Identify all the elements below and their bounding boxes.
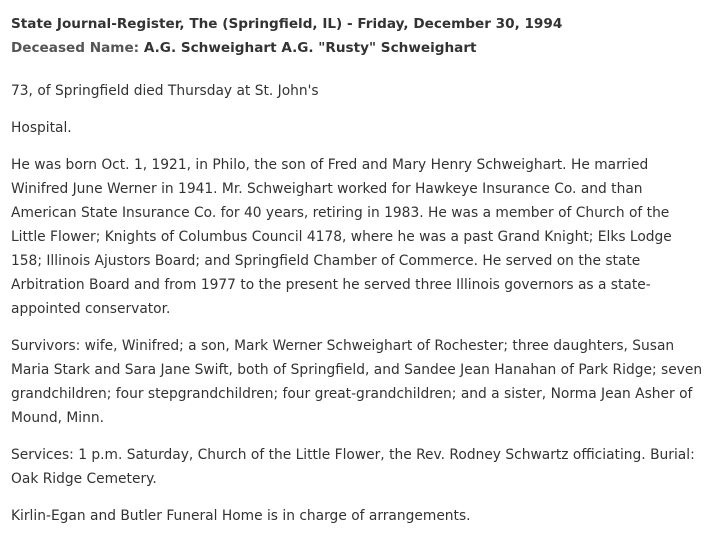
deceased-name-label: Deceased Name: [11,40,140,56]
obituary-paragraph: Services: 1 p.m. Saturday, Church of the Little Flower, the Rev. Rodney Schwartz officiating. Burial: Oak Ridge Cemetery. [11,447,695,487]
obituary-paragraph: Survivors: wife, Winifred; a son, Mark Werner Schweighart of Rochester; three daughters, Susan Maria Stark and Sara Jane Swift, both of Springfield, and Sandee Jean Hanahan of Park Ridge; seven grandchildren; four stepgrandchildren; four great-grandchildren; and a sister, Norma Jean Asher of Mound, Minn. [11,338,703,426]
obituary-body [11,79,704,528]
obituary-paragraph: He was born Oct. 1, 1921, in Philo, the son of Fred and Mary Henry Schweighart. He married Winifred June Werner in 1941. Mr. Schweighart worked for Hawkeye Insurance Co. and than American State Insurance Co. for 40 years, retiring in 1983. He was a member of Church of the Little Flower; Knights of Columbus Council 4178, where he was a past Grand Knight; Elks Lodge 158; Illinois Ajustors Board; and Springfield Chamber of Commerce. He served on the state Arbitration Board and from 1977 to the present he served three Illinois governors as a state-appointed conservator. [11,157,672,317]
obituary-paragraph: Hospital. [11,120,72,136]
deceased-name-line [11,36,704,60]
newspaper-source: State Journal-Register, The (Springfield, IL) - Friday, December 30, 1994 [11,16,563,32]
obituary-paragraph: Kirlin-Egan and Butler Funeral Home is in charge of arrangements. [11,508,471,524]
deceased-name-value: A.G. Schweighart A.G. "Rusty" Schweighart [143,40,477,56]
source-line [11,12,704,36]
obituary-paragraph: 73, of Springfield died Thursday at St. John's [11,83,319,99]
